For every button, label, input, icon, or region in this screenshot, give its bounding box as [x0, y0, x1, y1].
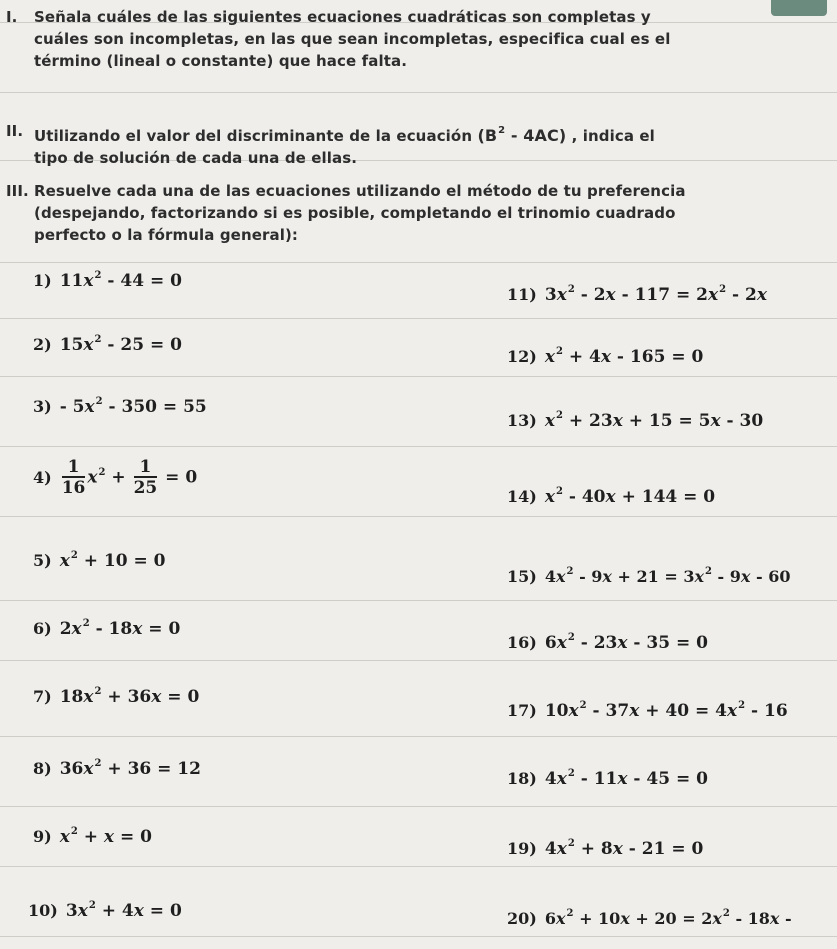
equation-5: 5) $x^2 + 10 = 0$: [33, 550, 166, 571]
instruction-line: perfecto o la fórmula general):: [34, 226, 299, 244]
instruction-ii: [6, 120, 806, 169]
equation-1: 1) $11x^2 - 44 = 0$: [33, 270, 182, 291]
equation-12: 12) $x^2 + 4x - 165 = 0$: [507, 346, 704, 367]
equation-14: 14) $x^2 - 40x + 144 = 0$: [507, 486, 716, 507]
ruled-line: [0, 92, 837, 93]
equation-13: 13) $x^2 + 23x + 15 = 5x - 30$: [507, 410, 764, 431]
fraction: $\frac{1}{16}$: [61, 457, 86, 498]
equation-20: 20) $6x^2 + 10x + 20 = 2x^2 - 18x$ -: [507, 908, 792, 928]
roman-numeral: III.: [6, 182, 29, 200]
ruled-line: [0, 600, 837, 601]
equation-19: 19) $4x^2 + 8x - 21 = 0$: [507, 838, 704, 859]
roman-numeral: I.: [6, 8, 18, 26]
equation-6: 6) $2x^2 - 18x = 0$: [33, 618, 181, 639]
equation-15: 15) $4x^2 - 9x + 21 = 3x^2 - 9x - 60$: [507, 566, 791, 586]
ruled-line: [0, 936, 837, 937]
equation-4: 4) $\frac{1}{16}$ $x^2$ + $\frac{1}{25}$ = 0: [33, 457, 198, 498]
instruction-line: (despejando, factorizando si es posible, completando el trinomio cuadrado: [34, 204, 676, 222]
instruction-line: término (lineal o constante) que hace falta.: [34, 52, 407, 70]
ruled-line: [0, 806, 837, 807]
ruled-line: [0, 866, 837, 867]
ruled-line: [0, 376, 837, 377]
equation-16: 16) $6x^2 - 23x - 35 = 0$: [507, 632, 708, 653]
equation-10: 10) $3x^2 + 4x = 0$: [28, 900, 182, 921]
fraction: $\frac{1}{25}$: [133, 457, 158, 498]
equation-2: 2) $15x^2 - 25 = 0$: [33, 334, 182, 355]
ruled-line: [0, 660, 837, 661]
discriminant-formula: $(B^2 - 4AC)$: [477, 125, 567, 145]
instruction-line: Resuelve cada una de las ecuaciones utilizando el método de tu preferencia: [34, 182, 686, 200]
ruled-line: [0, 446, 837, 447]
equation-3: $3) - 5x^2 - 350 = 55$: [33, 396, 207, 417]
equation-11: 11) $3x^2 - 2x - 117 = 2x^2 - 2x$: [507, 284, 767, 305]
instruction-text: Utilizando el valor del discriminante de la ecuación: [34, 127, 473, 145]
equation-8: 8) $36x^2 + 36 = 12$: [33, 758, 201, 779]
ruled-line: [0, 262, 837, 263]
ruled-line: [0, 736, 837, 737]
instruction-i: [6, 6, 796, 72]
roman-numeral: II.: [6, 122, 24, 140]
equation-17: 17) $10x^2 - 37x + 40 = 4x^2 - 16$: [507, 700, 788, 721]
instruction-line: Señala cuáles de las siguientes ecuaciones cuadráticas son completas y: [34, 8, 651, 26]
equation-9: 9) $x^2 + x = 0$: [33, 826, 152, 847]
equation-7: 7) $18x^2 + 36x = 0$: [33, 686, 200, 707]
instruction-text: , indica el: [571, 127, 655, 145]
instruction-line: cuáles son incompletas, en las que sean incompletas, especifica cual es el: [34, 30, 671, 48]
instruction-line: [6, 120, 806, 147]
instruction-line: tipo de solución de cada una de ellas.: [34, 149, 358, 167]
ruled-line: [0, 318, 837, 319]
equation-18: 18) $4x^2 - 11x - 45 = 0$: [507, 768, 708, 789]
ruled-line: [0, 516, 837, 517]
instruction-iii: [6, 180, 816, 246]
